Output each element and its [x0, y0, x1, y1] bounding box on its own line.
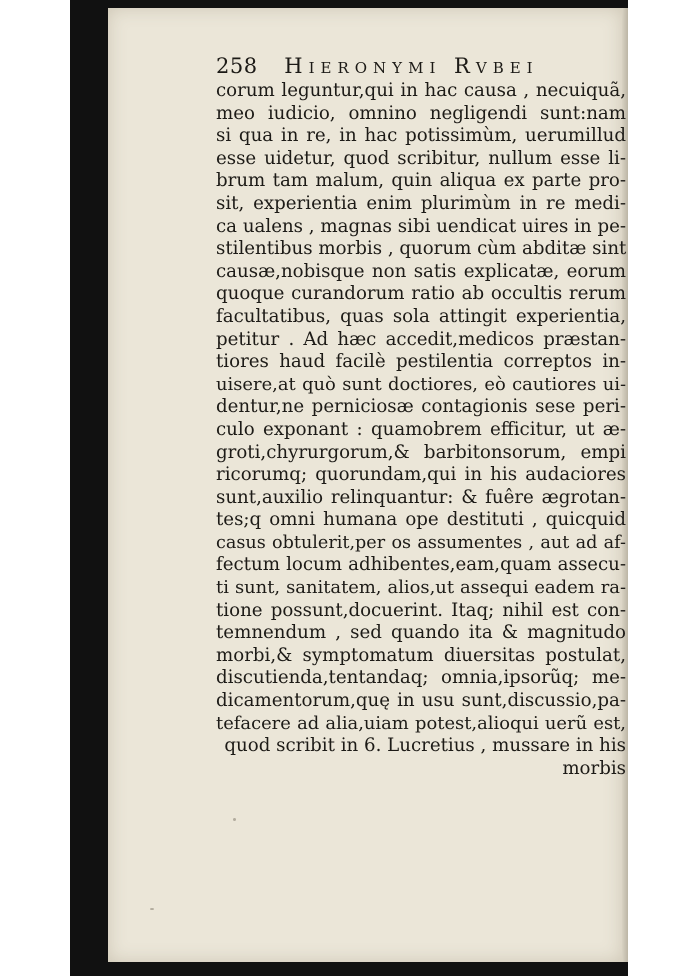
text-line: esse uidetur, quod scribitur, nullum esse li- — [216, 147, 626, 169]
text-line: fectum locum adhibentes,eam,quam assecu- — [216, 554, 626, 576]
text-line: corum leguntur,qui in hac causa , necuiquã, — [216, 80, 626, 101]
running-title: Hieronymi Rvbei — [284, 54, 539, 78]
paper-speck — [233, 818, 236, 821]
text-line: dentur,ne perniciosæ contagionis sese peri- — [216, 396, 626, 418]
text-line: petitur . Ad hæc accedit,medicos præstan- — [216, 328, 626, 350]
paper-speck — [150, 908, 154, 910]
text-line: uisere,at quò sunt doctiores, eò cautiores ui- — [216, 373, 626, 395]
text-line: brum tam malum, quin aliqua ex parte pro- — [216, 170, 626, 192]
text-line: sunt,auxilio relinquantur: & fuêre ægrotan- — [216, 486, 626, 508]
text-line: tione possunt,docuerint. Itaq; nihil est con- — [216, 599, 626, 621]
text-line: meo iudicio, omnino negligendi sunt:nam — [216, 102, 626, 124]
text-line: sit, experientia enim plurimùm in re medi- — [216, 192, 626, 214]
text-line: si qua in re, in hac potissimùm, uerumillud — [216, 125, 626, 147]
text-line: ca ualens , magnas sibi uendicat uires in pe- — [216, 215, 626, 237]
text-line: dicamentorum,quę in usu sunt,discussio,pa- — [216, 690, 626, 712]
text-line: discutienda,tentandaq; omnia,ipsorũq; me- — [216, 667, 626, 689]
body-text — [216, 80, 626, 780]
text-line: quoque curandorum ratio ab occultis rerum — [216, 283, 626, 305]
text-line: ti sunt, sanitatem, alios,ut assequi eadem ra- — [216, 577, 626, 599]
page-number: 258 — [216, 54, 258, 78]
text-line: groti,chyrurgorum,& barbitonsorum, empi — [216, 441, 626, 463]
text-line: tefacere ad alia,uiam potest,alioqui uerũ est, — [216, 712, 626, 734]
text-line: causæ,nobisque non satis explicatæ, eorum — [216, 260, 626, 282]
text-line: stilentibus morbis , quorum cùm abditæ sint — [216, 238, 627, 260]
text-line: culo exponant : quamobrem efficitur, ut æ- — [216, 418, 626, 440]
text-line: casus obtulerit,per os assumentes , aut ad af- — [216, 532, 626, 553]
text-line: quod scribit in 6. Lucretius , mussare in his — [224, 735, 626, 757]
text-line: facultatibus, quas sola attingit experientia, — [216, 305, 626, 327]
text-line: temnendum , sed quando ita & magnitudo — [216, 622, 626, 644]
text-line: morbi,& symptomatum diuersitas postulat, — [216, 644, 626, 666]
text-line: tes;q omni humana ope destituti , quicquid — [216, 509, 626, 531]
catchword: morbis — [562, 757, 626, 779]
text-line: tiores haud facilè pestilentia correptos in- — [216, 351, 626, 373]
text-line: ricorumq; quorundam,qui in his audaciores — [216, 464, 626, 486]
